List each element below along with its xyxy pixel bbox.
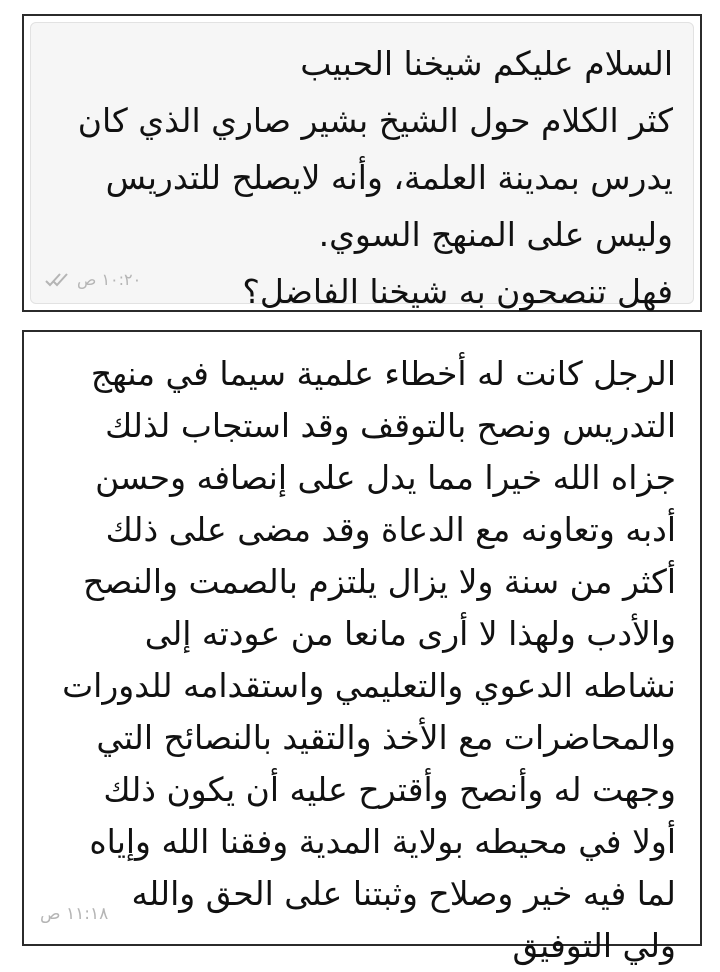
message-text: الرجل كانت له أخطاء علمية سيما في منهج التدريس ونصح بالتوقف وقد استجاب لذلك جزاه الله خيرا مما يدل على إنصافه وحسن أدبه وتعاونه مع الدعاة وقد مضى على ذلك أكثر من سنة ولا يزال يلتزم بالصمت والنصح والأدب ولهذا لا أرى مانعا من عودته إلى نشاطه الدعوي والتعليمي واستقدامه للدورات والمحاضرات مع الأخذ والتقيد بالنصائح التي وجهت له وأنصح وأقترح عليه أن يكون ذلك أولا في محيطه بولاية المدية وفقنا الله وإياه لما فيه خير وصلاح وثبتنا على الحق والله ولي التوفيق (62, 354, 676, 965)
message-time: ١١:١٨ ص (40, 904, 109, 924)
message-bubble-incoming[interactable] (30, 22, 694, 311)
message-text: السلام عليكم شيخنا الحبيب كثر الكلام حول الشيخ بشير صاري الذي كان يدرس بمدينة العلمة، وأنه لايصلح للتدريس وليس على المنهج السوي. فهل تنصحون به شيخنا الفاضل؟ (77, 44, 673, 311)
double-check-icon (45, 272, 71, 288)
message-frame-question (22, 14, 702, 312)
message-frame-answer (22, 330, 702, 965)
message-time: ١٠:٢٠ ص (77, 270, 142, 289)
message-meta (40, 904, 108, 924)
message-bubble-reply[interactable] (30, 338, 694, 965)
message-meta (45, 270, 141, 289)
